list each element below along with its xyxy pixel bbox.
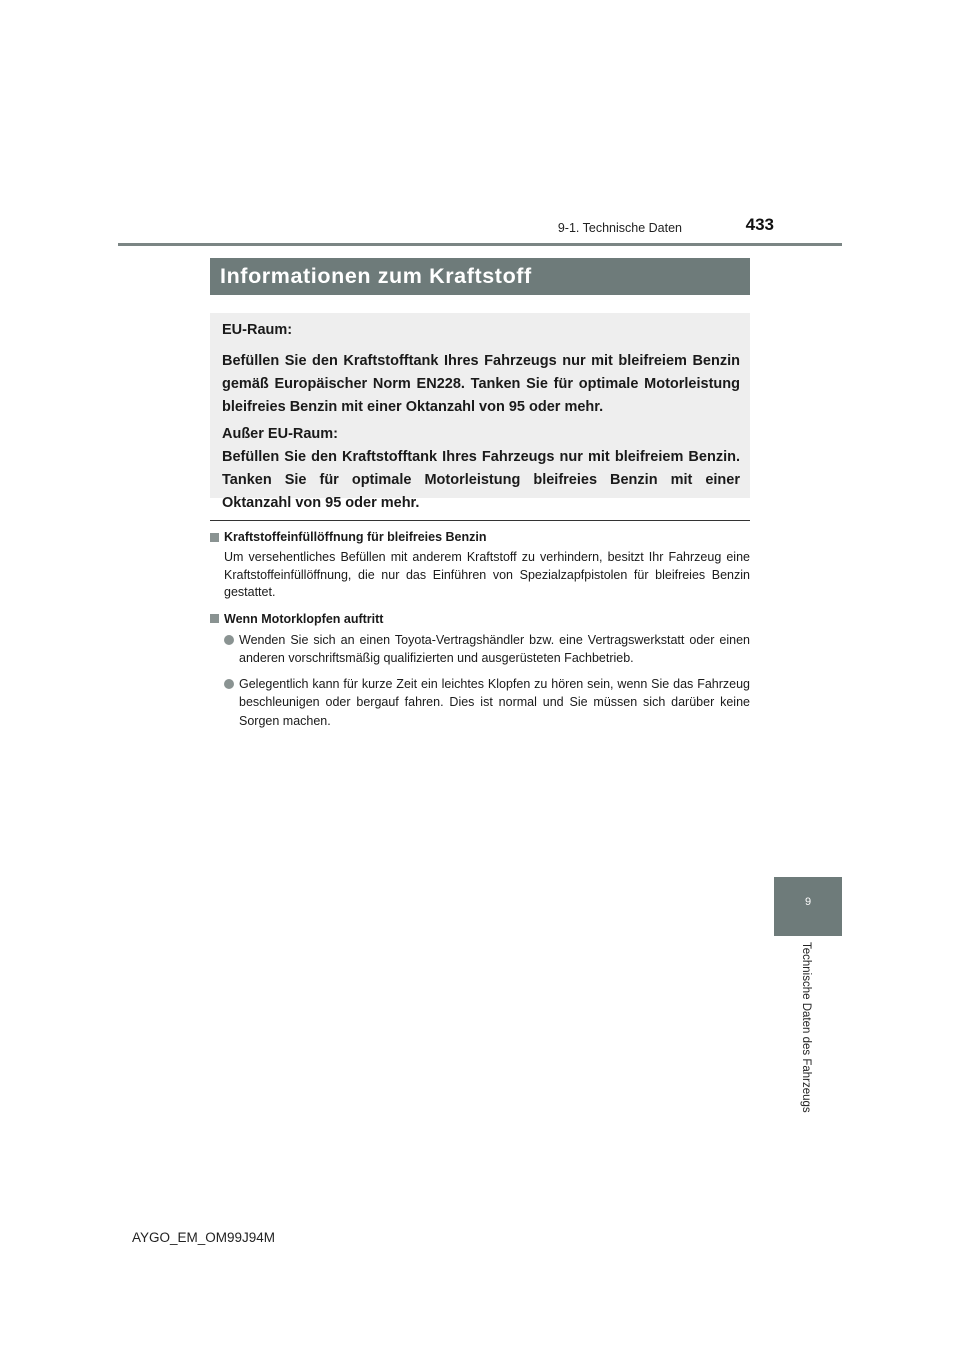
non-eu-text: Befüllen Sie den Kraftstofftank Ihres Fahrzeugs nur mit bleifreiem Benzin. Tanken Sie für optimale Motorleistung bleifreies Benzin mit einer Oktanzahl von 95 oder mehr. xyxy=(222,449,740,511)
section-heading xyxy=(210,610,750,628)
list-item-text: Gelegentlich kann für kurze Zeit ein leichtes Klopfen zu hören sein, wenn Sie das Fahrzeug beschleunigen oder bergauf fahren. Dies ist normal und Sie müssen sich darüber keine Sorgen machen. xyxy=(239,676,750,728)
square-bullet-icon xyxy=(210,533,219,542)
chapter-tab-label-text: Technische Daten des Fahrzeugs xyxy=(800,942,812,1113)
section-heading xyxy=(210,528,750,546)
info-box xyxy=(210,313,750,511)
round-bullet-icon xyxy=(224,679,234,689)
page-number: 433 xyxy=(745,215,774,234)
list-item xyxy=(224,631,750,668)
section-heading-text: Wenn Motorklopfen auftritt xyxy=(224,611,384,626)
round-bullet-icon xyxy=(224,635,234,645)
chapter-tab-label xyxy=(800,942,820,1137)
eu-text: Befüllen Sie den Kraftstofftank Ihres Fahrzeugs nur mit bleifreiem Benzin gemäß Europäischer Norm EN228. Tanken Sie für optimale Motorleistung bleifreies Benzin mit einer Oktanzahl von 95 oder mehr. xyxy=(222,353,740,415)
header-divider xyxy=(118,243,842,246)
section-heading-text: Kraftstoffeinfüllöffnung für bleifreies Benzin xyxy=(224,530,487,544)
list-item-text: Wenden Sie sich an einen Toyota-Vertragshändler bzw. eine Vertragswerkstatt oder einen anderen vorschriftsmäßig qualifizierten und ausgerüsteten Fachbetrieb. xyxy=(239,632,750,665)
non-eu-label: Außer EU-Raum: xyxy=(222,426,339,442)
square-bullet-icon xyxy=(210,614,219,623)
content xyxy=(210,528,750,730)
list-item xyxy=(224,675,750,731)
page-title: Informationen zum Kraftstoff xyxy=(210,258,750,295)
section-paragraph: Um versehentliches Befüllen mit anderem Kraftstoff zu verhindern, besitzt Ihr Fahrzeug eine Kraftstoffeinfüllöffnung, die nur das Einführen von Spezialzapfpistolen für bleifreies Benzin gestattet. xyxy=(224,550,750,599)
chapter-heading: 9-1. Technische Daten xyxy=(557,221,682,235)
document-code: AYGO_EM_OM99J94M xyxy=(132,1230,276,1245)
section-divider xyxy=(210,520,750,521)
chapter-tab: 9 xyxy=(774,877,842,936)
eu-label: EU-Raum: xyxy=(222,322,293,338)
